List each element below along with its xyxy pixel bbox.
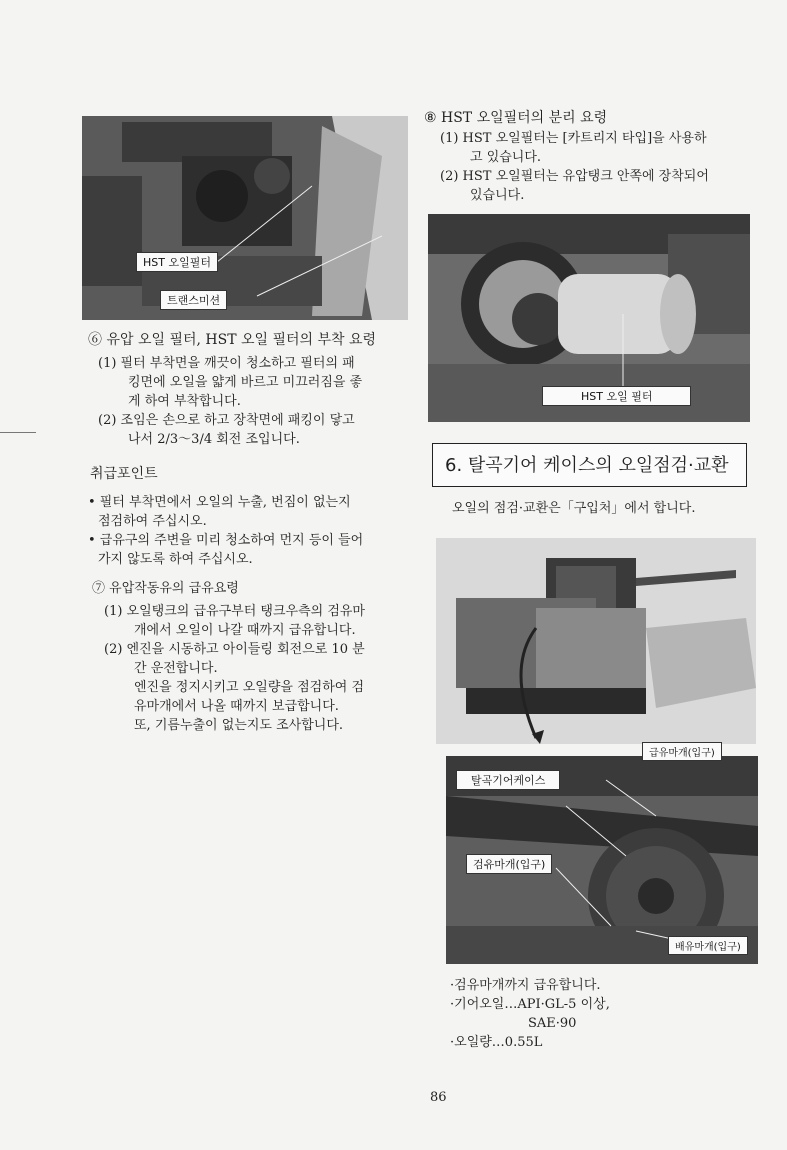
note-line3: SAE·90 (528, 1016, 577, 1031)
engine-photo-graphic (82, 116, 408, 320)
combine-diagram (436, 538, 756, 744)
section6-intro: 오일의 점검·교환은「구입처」에서 합니다. (452, 501, 696, 516)
hst-cartridge-photo (428, 214, 750, 422)
note-line4: ·오일량…0.55L (450, 1035, 543, 1050)
item6-line5: 나서 2/3～3/4 회전 조입니다. (128, 432, 300, 447)
item8-line4: 있습니다. (470, 188, 525, 203)
item6-line4: (2) 조임은 손으로 하고 장착면에 패킹이 닿고 (98, 413, 355, 428)
note-line2: ·기어오일…API·GL-5 이상, (450, 997, 610, 1012)
hst-filter-photo (82, 116, 408, 320)
handling-heading: 취급포인트 (90, 466, 158, 482)
item7-line5: 엔진을 정지시키고 오일량을 점검하여 검 (134, 680, 365, 695)
item7-line3: (2) 엔진을 시동하고 아이들링 회전으로 10 분 (104, 642, 365, 657)
item6-line3: 게 하여 부착합니다. (128, 394, 241, 409)
label-drain-plug: 배유마개(입구) (668, 936, 748, 955)
handling-bullet1b: 점검하여 주십시오. (98, 514, 207, 529)
label-check-plug: 검유마개(입구) (466, 854, 552, 874)
handling-bullet2a: • 급유구의 주변을 미리 청소하여 먼지 등이 들어 (88, 533, 364, 548)
margin-mark (0, 432, 36, 433)
item7-line6: 유마개에서 나올 때까지 보급합니다. (134, 699, 339, 714)
item6-line2: 킹면에 오일을 얇게 바르고 미끄러짐을 좋 (128, 375, 363, 390)
note-line1: ·검유마개까지 급유합니다. (450, 978, 601, 993)
item7-title: ⑦ 유압작동유의 급유요령 (92, 581, 239, 596)
photo-label-hst-filter: HST 오일필터 (136, 252, 218, 272)
item8-line3: (2) HST 오일필터는 유압탱크 안쪽에 장착되어 (440, 169, 709, 184)
item7-line2: 개에서 오일이 나갈 때까지 급유합니다. (134, 623, 356, 638)
item7-line4: 간 운전합니다. (134, 661, 218, 676)
label-fill-plug: 급유마개(입구) (642, 742, 722, 761)
item8-line1: (1) HST 오일필터는 [카트리지 타입]을 사용하 (440, 131, 707, 146)
gear-case-photo (446, 748, 758, 964)
page-number: 86 (430, 1090, 447, 1105)
handling-bullet1a: • 필터 부착면에서 오일의 누출, 번짐이 없는지 (88, 495, 351, 510)
label-gear-case: 탈곡기어케이스 (456, 770, 560, 790)
photo-label-transmission: 트랜스미션 (160, 290, 227, 310)
item6-title: ⑥ 유압 오일 필터, HST 오일 필터의 부착 요령 (88, 332, 377, 348)
section6-title: 6. 탈곡기어 케이스의 오일점검·교환 (432, 443, 747, 487)
item8-title: ⑧ HST 오일필터의 분리 요령 (424, 110, 608, 126)
item7-line7: 또, 기름누출이 없는지도 조사합니다. (134, 718, 344, 733)
item7-line1: (1) 오일탱크의 급유구부터 탱크우측의 검유마 (104, 604, 365, 619)
combine-graphic (436, 538, 756, 744)
handling-bullet2b: 가지 않도록 하여 주십시오. (98, 552, 253, 567)
photo-label-hst-oil-filter: HST 오일 필터 (542, 386, 691, 406)
item6-line1: (1) 필터 부착면을 깨끗이 청소하고 필터의 패 (98, 356, 355, 371)
item8-line2: 고 있습니다. (470, 150, 542, 165)
